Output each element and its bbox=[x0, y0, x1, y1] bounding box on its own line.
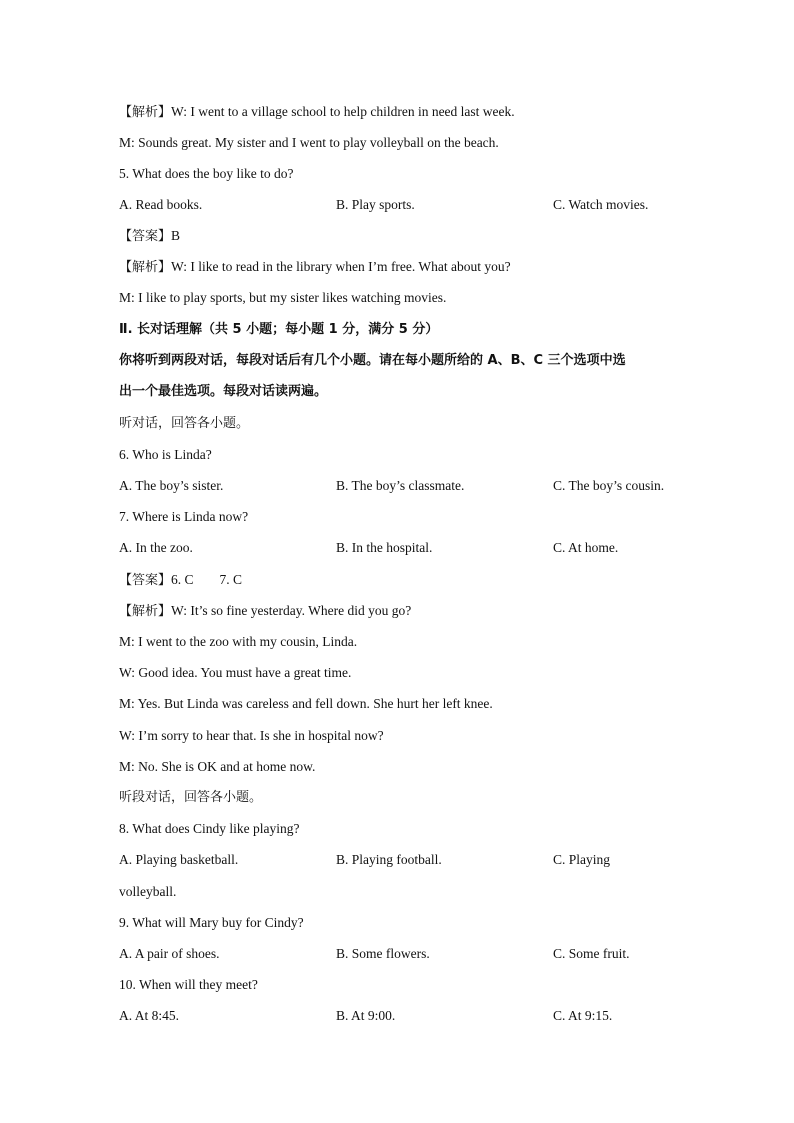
q9-option-a: A. A pair of shoes. bbox=[119, 946, 220, 961]
answer-tag: 【答案】 bbox=[119, 573, 172, 588]
question-6: 6. Who is Linda? bbox=[119, 447, 212, 462]
dialog-1-analysis-line-4: M: Yes. But Linda was careless and fell down. She hurt her left knee. bbox=[119, 696, 493, 711]
section-instruction-line-2: 出一个最佳选项。每段对话读两遍。 bbox=[119, 384, 328, 399]
dialog-1-analysis-line-2: M: I went to the zoo with my cousin, Linda. bbox=[119, 634, 358, 649]
analysis-text: W: I like to read in the library when I’m free. What about you? bbox=[171, 259, 511, 274]
question-9: 9. What will Mary buy for Cindy? bbox=[119, 915, 304, 930]
q8-option-c-wrap: volleyball. bbox=[119, 884, 177, 899]
dialog-1-intro: 听对话，回答各小题。 bbox=[119, 416, 250, 431]
q5-answer bbox=[119, 228, 180, 245]
q5-option-b: B. Play sports. bbox=[336, 197, 415, 212]
q8-option-a: A. Playing basketball. bbox=[119, 852, 239, 867]
q4-analysis-line-2: M: Sounds great. My sister and I went to play volleyball on the beach. bbox=[119, 135, 499, 150]
q5-option-c: C. Watch movies. bbox=[553, 197, 649, 212]
analysis-tag: 【解析】 bbox=[119, 260, 172, 275]
answer-value-7: 7. C bbox=[219, 572, 243, 587]
q8-option-c: C. Playing bbox=[553, 852, 611, 867]
dialog-1-analysis-line-5: W: I’m sorry to hear that. Is she in hospital now? bbox=[119, 728, 384, 743]
dialog-1-analysis-line-6: M: No. She is OK and at home now. bbox=[119, 759, 316, 774]
q5-option-a: A. Read books. bbox=[119, 197, 203, 212]
q7-option-b: B. In the hospital. bbox=[336, 540, 433, 555]
dialog-1-analysis-line-3: W: Good idea. You must have a great time. bbox=[119, 665, 352, 680]
analysis-text: W: I went to a village school to help children in need last week. bbox=[171, 104, 515, 119]
question-7: 7. Where is Linda now? bbox=[119, 509, 249, 524]
analysis-text: W: It’s so fine yesterday. Where did you go? bbox=[171, 603, 412, 618]
question-10: 10. When will they meet? bbox=[119, 977, 258, 992]
q6-option-c: C. The boy’s cousin. bbox=[553, 478, 665, 493]
q10-option-a: A. At 8:45. bbox=[119, 1008, 180, 1023]
answer-value: B bbox=[171, 228, 181, 243]
analysis-tag: 【解析】 bbox=[119, 604, 172, 619]
question-8: 8. What does Cindy like playing? bbox=[119, 821, 300, 836]
q5-analysis-line-2: M: I like to play sports, but my sister likes watching movies. bbox=[119, 290, 447, 305]
dialog-1-analysis-line-1 bbox=[119, 603, 411, 620]
answer-value-6: 6. C bbox=[171, 572, 194, 587]
q6-option-b: B. The boy’s classmate. bbox=[336, 478, 465, 493]
answer-tag: 【答案】 bbox=[119, 229, 172, 244]
analysis-tag: 【解析】 bbox=[119, 105, 172, 120]
q4-analysis-line-1 bbox=[119, 104, 515, 121]
q7-option-c: C. At home. bbox=[553, 540, 619, 555]
q8-option-b: B. Playing football. bbox=[336, 852, 442, 867]
q5-analysis-line-1 bbox=[119, 259, 511, 276]
q9-option-b: B. Some flowers. bbox=[336, 946, 430, 961]
dialog-2-intro: 听段对话，回答各小题。 bbox=[119, 790, 263, 805]
q6-option-a: A. The boy’s sister. bbox=[119, 478, 224, 493]
q7-option-a: A. In the zoo. bbox=[119, 540, 193, 555]
q6-q7-answer bbox=[119, 572, 242, 589]
q9-option-c: C. Some fruit. bbox=[553, 946, 630, 961]
q10-option-c: C. At 9:15. bbox=[553, 1008, 613, 1023]
question-5: 5. What does the boy like to do? bbox=[119, 166, 294, 181]
section-instruction-line-1: 你将听到两段对话，每段对话后有几个小题。请在每小题所给的 A、B、C 三个选项中选 bbox=[119, 353, 626, 368]
section-heading: Ⅱ. 长对话理解（共 5 小题；每小题 1 分，满分 5 分） bbox=[119, 322, 439, 337]
q10-option-b: B. At 9:00. bbox=[336, 1008, 396, 1023]
